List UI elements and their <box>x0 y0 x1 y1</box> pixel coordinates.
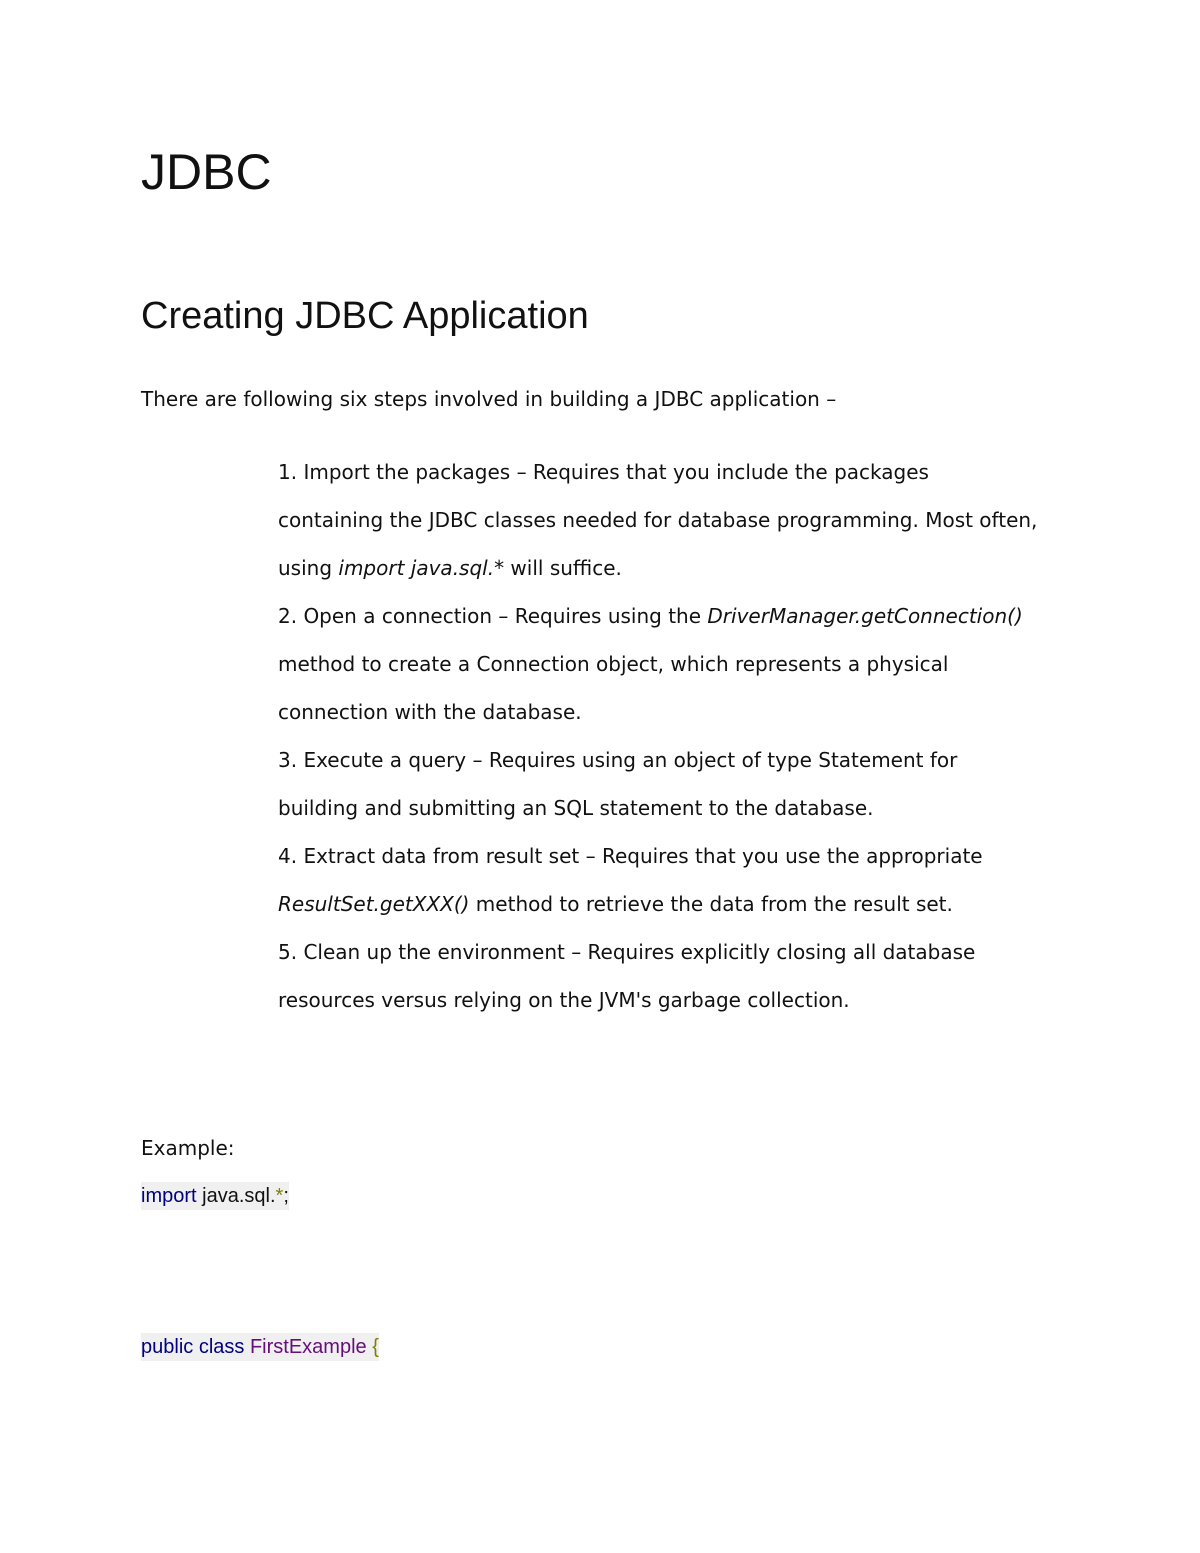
section-heading: Creating JDBC Application <box>141 295 589 337</box>
step-text: 2. Open a connection – Requires using the <box>278 604 708 628</box>
step-text: method to retrieve the data from the result set. <box>469 892 953 916</box>
step-code: ResultSet.getXXX() <box>278 892 470 916</box>
example-label: Example: <box>141 1136 235 1160</box>
code-package: java.sql. <box>196 1185 276 1207</box>
step-item-2 <box>278 592 1038 736</box>
code-brace: { <box>366 1336 379 1358</box>
code-class-name: FirstExample <box>244 1336 367 1358</box>
code-semicolon: ; <box>283 1185 289 1207</box>
code-keyword: class <box>193 1336 245 1358</box>
step-code: DriverManager.getConnection() <box>707 604 1023 628</box>
step-text: 4. Extract data from result set – Requires that you use the appropriate <box>278 844 983 868</box>
step-text: 1. Import the packages – Requires that you include the packages containing the JDBC classes needed for database programming. Most often, using <box>278 460 1038 580</box>
code-star: * <box>275 1185 284 1207</box>
step-item-1 <box>278 448 1038 592</box>
intro-paragraph: There are following six steps involved in building a JDBC application – <box>141 387 837 411</box>
code-keyword: public <box>141 1336 194 1358</box>
code-class-line <box>141 1333 379 1361</box>
step-item-3 <box>278 736 1038 832</box>
step-text: will suffice. <box>504 556 622 580</box>
step-text: 3. Execute a query – Requires using an object of type Statement for building and submitting an SQL statement to the database. <box>278 748 958 820</box>
step-code: import java.sql.* <box>338 556 505 580</box>
steps-list <box>278 448 1038 1024</box>
step-item-5 <box>278 928 1038 1024</box>
document-title: JDBC <box>141 144 272 200</box>
code-keyword: import <box>141 1185 197 1207</box>
step-item-4 <box>278 832 1038 928</box>
step-text: method to create a Connection object, which represents a physical connection with the database. <box>278 652 949 724</box>
step-text: 5. Clean up the environment – Requires explicitly closing all database resources versus relying on the JVM's garbage collection. <box>278 940 976 1012</box>
code-import-line <box>141 1182 289 1210</box>
